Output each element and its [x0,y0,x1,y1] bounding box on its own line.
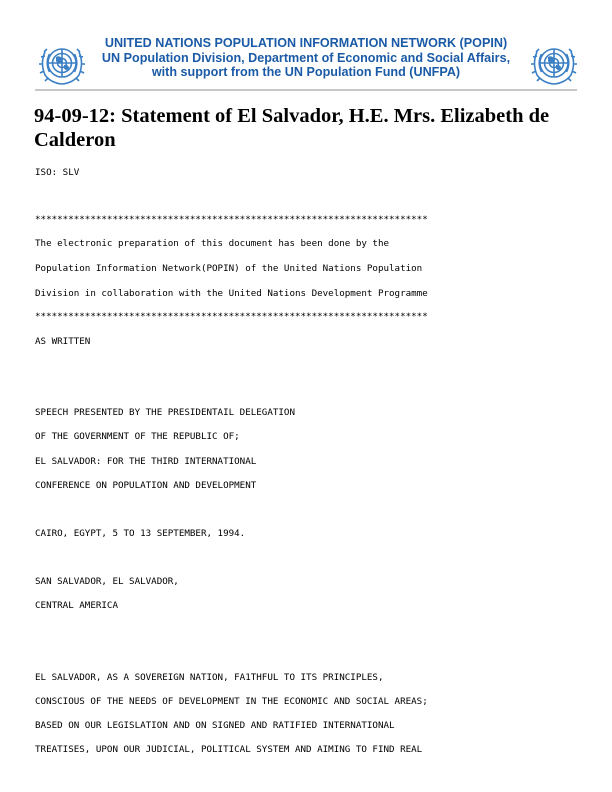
speech-heading-line: OF THE GOVERNMENT OF THE REPUBLIC OF; [35,431,240,442]
header-line-2: UN Population Division, Department of Economic and Social Affairs, [101,50,511,65]
un-emblem-icon [529,38,579,88]
body-paragraph-line: BASED ON OUR LEGISLATION AND ON SIGNED AND RATIFIED INTERNATIONAL [35,720,395,731]
as-written-label: AS WRITTEN [35,336,91,347]
body-paragraph-line: TREATISES, UPON OUR JUDICIAL, POLITICAL SYSTEM AND AIMING TO FIND REAL [35,744,423,755]
body-paragraph-line: EL SALVADOR, AS A SOVEREIGN NATION, FA1THFUL TO ITS PRINCIPLES, [35,672,384,683]
prep-note-line: Population Information Network(POPIN) of the United Nations Population [35,263,423,274]
header-line-1: UNITED NATIONS POPULATION INFORMATION NETWORK (POPIN) [104,36,508,50]
conference-dateline: CAIRO, EGYPT, 5 TO 13 SEPTEMBER, 1994. [35,528,246,539]
header-divider [35,89,577,91]
popin-header-text [90,36,522,80]
place-line: CENTRAL AMERICA [35,600,118,611]
iso-code: ISO: SLV [35,167,80,178]
asterisk-divider: *********************************************************************** [35,311,428,322]
prep-note-line: Division in collaboration with the United Nations Development Programme [35,288,428,299]
body-paragraph-line: CONSCIOUS OF THE NEEDS OF DEVELOPMENT IN THE ECONOMIC AND SOCIAL AREAS; [35,696,428,707]
page-title: 94-09-12: Statement of El Salvador, H.E. Mrs. Elizabeth de Calderon [34,105,550,151]
page-header [35,36,577,88]
speech-heading-line: CONFERENCE ON POPULATION AND DEVELOPMENT [35,480,257,491]
asterisk-divider: *********************************************************************** [35,214,428,225]
speech-heading-line: EL SALVADOR: FOR THE THIRD INTERNATIONAL [35,456,257,467]
header-line-3: with support from the UN Population Fund (UNFPA) [151,65,461,80]
speech-heading-line: SPEECH PRESENTED BY THE PRESIDENTAIL DELEGATION [35,407,295,418]
prep-note-line: The electronic preparation of this document has been done by the [35,238,390,249]
place-line: SAN SALVADOR, EL SALVADOR, [35,576,179,587]
un-emblem-icon [37,38,87,88]
